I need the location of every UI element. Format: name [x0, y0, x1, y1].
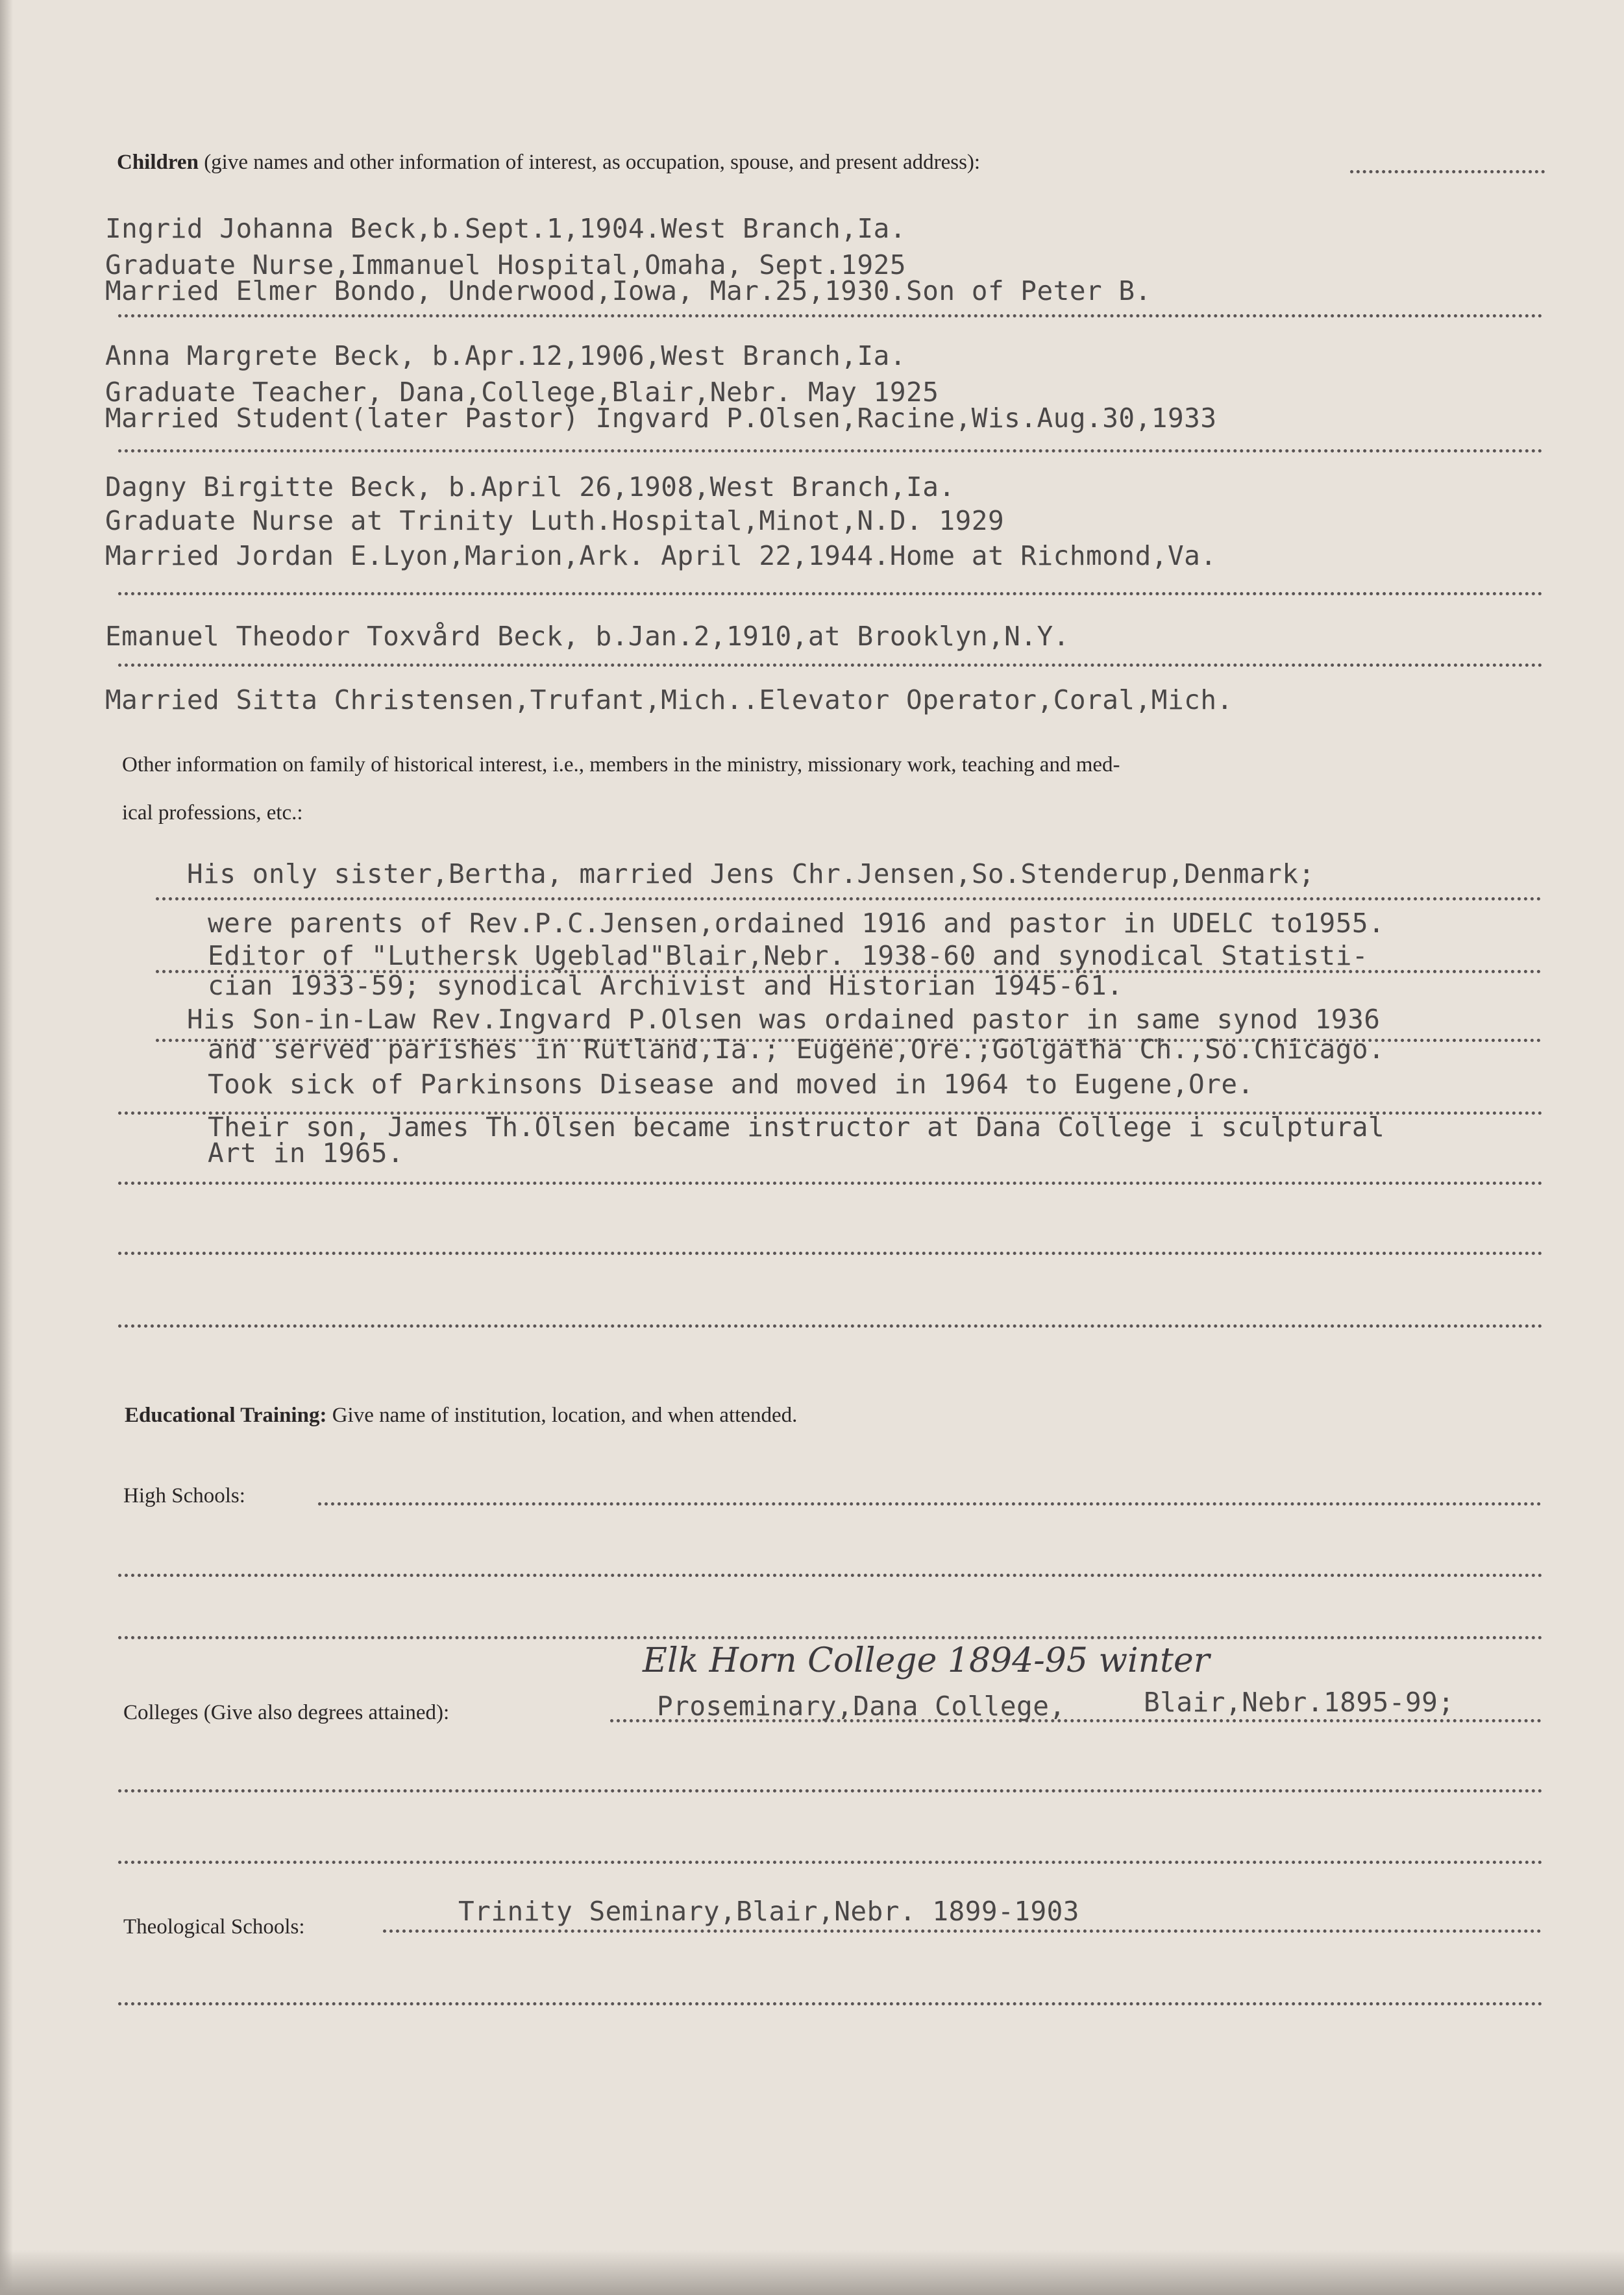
theological-typed-entry: Trinity Seminary,Blair,Nebr. 1899-1903: [458, 1896, 1079, 1927]
child-3-line-1: Dagny Birgitte Beck, b.April 26,1908,West Branch,Ia.: [105, 471, 955, 502]
child-2-line-3: Married Student(later Pastor) Ingvard P.Olsen,Racine,Wis.Aug.30,1933: [105, 403, 1217, 434]
other-info-line-2: were parents of Rev.P.C.Jensen,ordained 1916 and pastor in UDELC to1955.: [208, 908, 1385, 939]
children-header-bold: Children: [117, 151, 199, 174]
child-4-line-1: Emanuel Theodor Toxvård Beck, b.Jan.2,1910,at Brooklyn,N.Y.: [105, 621, 1070, 652]
child-2-line-2: Graduate Teacher, Dana,College,Blair,Nebr. May 1925: [105, 377, 939, 408]
high-schools-dotted-line-3: [118, 1636, 1543, 1639]
colleges-handwritten-note: Elk Horn College 1894-95 winter: [643, 1641, 1210, 1680]
child-3-line-3: Married Jordan E.Lyon,Marion,Ark. April 22,1944.Home at Richmond,Va.: [105, 540, 1217, 571]
page-edge-shadow: [0, 0, 13, 2295]
other-info-line-9: Art in 1965.: [208, 1137, 404, 1169]
child-3-dotted-line: [118, 592, 1543, 595]
theological-dotted-line-1: [383, 1929, 1542, 1933]
child-3-line-2: Graduate Nurse at Trinity Luth.Hospital,Minot,N.D. 1929: [105, 505, 1005, 536]
other-info-dotted-line-5: [118, 1182, 1543, 1185]
other-info-dotted-line-6: [118, 1252, 1543, 1255]
child-1-line-1: Ingrid Johanna Beck,b.Sept.1,1904.West Branch,Ia.: [105, 213, 907, 244]
child-2-line-1: Anna Margrete Beck, b.Apr.12,1906,West Branch,Ia.: [105, 340, 907, 371]
other-info-dotted-line-7: [118, 1324, 1543, 1328]
other-info-line-7: Took sick of Parkinsons Disease and moved in 1964 to Eugene,Ore.: [208, 1069, 1254, 1100]
high-schools-dotted-line-1: [318, 1502, 1542, 1506]
education-header: [125, 1404, 797, 1428]
children-header-leader: [1350, 170, 1545, 173]
child-1-line-3: Married Elmer Bondo, Underwood,Iowa, Mar.25,1930.Son of Peter B.: [105, 275, 1151, 306]
colleges-dotted-line-3: [118, 1861, 1543, 1864]
child-4-line-2: Married Sitta Christensen,Trufant,Mich..Elevator Operator,Coral,Mich.: [105, 684, 1233, 715]
children-header: [117, 151, 980, 175]
colleges-typed-entry-2: Blair,Nebr.1895-99;: [1144, 1687, 1455, 1718]
other-info-line-3: Editor of "Luthersk Ugeblad"Blair,Nebr. 1938-60 and synodical Statisti-: [208, 940, 1369, 971]
child-1-dotted-line: [118, 314, 1543, 317]
other-info-line-5: His Son-in-Law Rev.Ingvard P.Olsen was ordained pastor in same synod 1936: [187, 1004, 1381, 1035]
other-info-header-line-2: ical professions, etc.:: [122, 801, 303, 825]
theological-dotted-line-2: [118, 2002, 1543, 2005]
children-header-text: (give names and other information of interest, as occupation, spouse, and present address):: [204, 151, 981, 174]
theological-schools-label: Theological Schools:: [123, 1915, 305, 1939]
colleges-dotted-line-2: [118, 1789, 1543, 1793]
other-info-header-line-1: Other information on family of historical interest, i.e., members in the ministry, missionary work, teaching and med-: [122, 753, 1120, 776]
high-schools-dotted-line-2: [118, 1574, 1543, 1577]
other-info-line-6: and served parishes in Rutland,Ia.; Eugene,Ore.;Golgatha Ch.,So.Chicago.: [208, 1034, 1385, 1065]
child-1-line-2: Graduate Nurse,Immanuel Hospital,Omaha, Sept.1925: [105, 249, 907, 280]
education-header-text: Give name of institution, location, and when attended.: [332, 1404, 798, 1427]
page-bottom-shadow: [0, 2250, 1624, 2295]
other-info-line-8: Their son, James Th.Olsen became instructor at Dana College i sculptural: [208, 1111, 1385, 1143]
other-info-line-1: His only sister,Bertha, married Jens Chr.Jensen,So.Stenderup,Denmark;: [187, 858, 1315, 889]
child-4-dotted-line: [118, 664, 1543, 667]
other-info-line-4: cian 1933-59; synodical Archivist and Historian 1945-61.: [208, 970, 1124, 1001]
colleges-label: Colleges (Give also degrees attained):: [123, 1701, 450, 1724]
other-info-dotted-line-1: [156, 897, 1542, 900]
education-header-bold: Educational Training:: [125, 1404, 327, 1427]
high-schools-label: High Schools:: [123, 1484, 245, 1507]
child-2-dotted-line: [118, 449, 1543, 453]
colleges-typed-entry: Proseminary,Dana College,: [657, 1691, 1066, 1722]
